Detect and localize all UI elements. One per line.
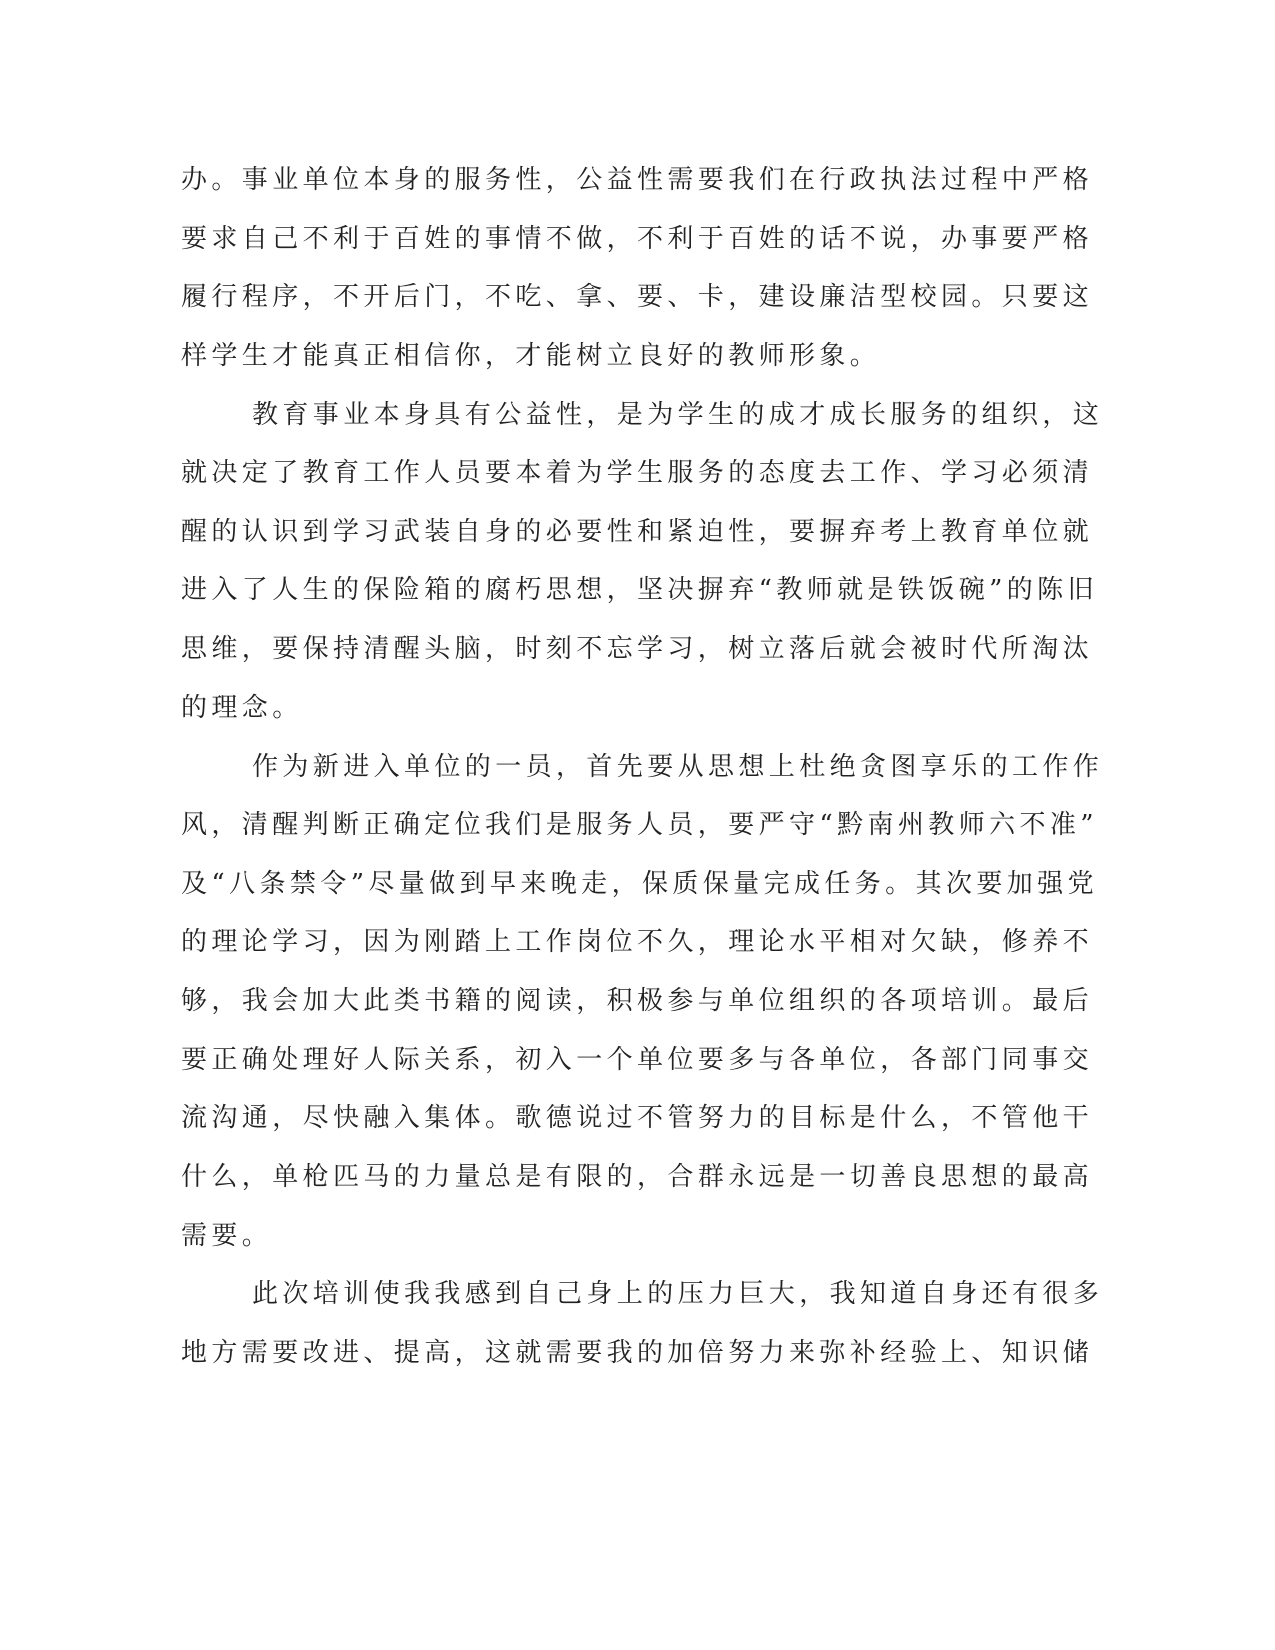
text-line: 思维，要保持清醒头脑，时刻不忘学习，树立落后就会被时代所淘汰 — [181, 634, 1094, 664]
text-line: 就决定了教育工作人员要本着为学生服务的态度去工作、学习必须清 — [181, 458, 1094, 488]
text-line: 醒的认识到学习武装自身的必要性和紧迫性，要摒弃考上教育单位就 — [181, 517, 1094, 547]
text-line: 需要。 — [181, 1221, 273, 1251]
text-line: 此次培训使我我感到自己身上的压力巨大，我知道自身还有很多 — [252, 1279, 1104, 1309]
text-line: 办。事业单位本身的服务性，公益性需要我们在行政执法过程中严格 — [181, 165, 1094, 195]
text-line: 的理念。 — [181, 693, 303, 723]
text-line: 的理论学习，因为刚踏上工作岗位不久，理论水平相对欠缺，修养不 — [181, 927, 1094, 957]
text-line: 及“八条禁令”尽量做到早来晚走，保质保量完成任务。其次要加强党 — [181, 869, 1098, 899]
text-line: 作为新进入单位的一员，首先要从思想上杜绝贪图享乐的工作作 — [252, 752, 1104, 782]
text-line: 风，清醒判断正确定位我们是服务人员，要严守“黔南州教师六不准” — [181, 810, 1098, 840]
text-line: 进入了人生的保险箱的腐朽思想，坚决摒弃“教师就是铁饭碗”的陈旧 — [181, 575, 1098, 605]
text-line: 履行程序，不开后门，不吃、拿、要、卡，建设廉洁型校园。只要这 — [181, 282, 1094, 312]
text-line: 什么，单枪匹马的力量总是有限的，合群永远是一切善良思想的最高 — [181, 1162, 1094, 1192]
text-line: 流沟通，尽快融入集体。歌德说过不管努力的目标是什么，不管他干 — [181, 1103, 1094, 1133]
text-line: 够，我会加大此类书籍的阅读，积极参与单位组织的各项培训。最后 — [181, 986, 1094, 1016]
text-line: 样学生才能真正相信你，才能树立良好的教师形象。 — [181, 341, 881, 371]
text-line: 要正确处理好人际关系，初入一个单位要多与各单位，各部门同事交 — [181, 1045, 1094, 1075]
text-line: 要求自己不利于百姓的事情不做，不利于百姓的话不说，办事要严格 — [181, 224, 1094, 254]
text-line: 地方需要改进、提高，这就需要我的加倍努力来弥补经验上、知识储 — [181, 1338, 1094, 1368]
text-line: 教育事业本身具有公益性，是为学生的成才成长服务的组织，这 — [252, 400, 1104, 430]
